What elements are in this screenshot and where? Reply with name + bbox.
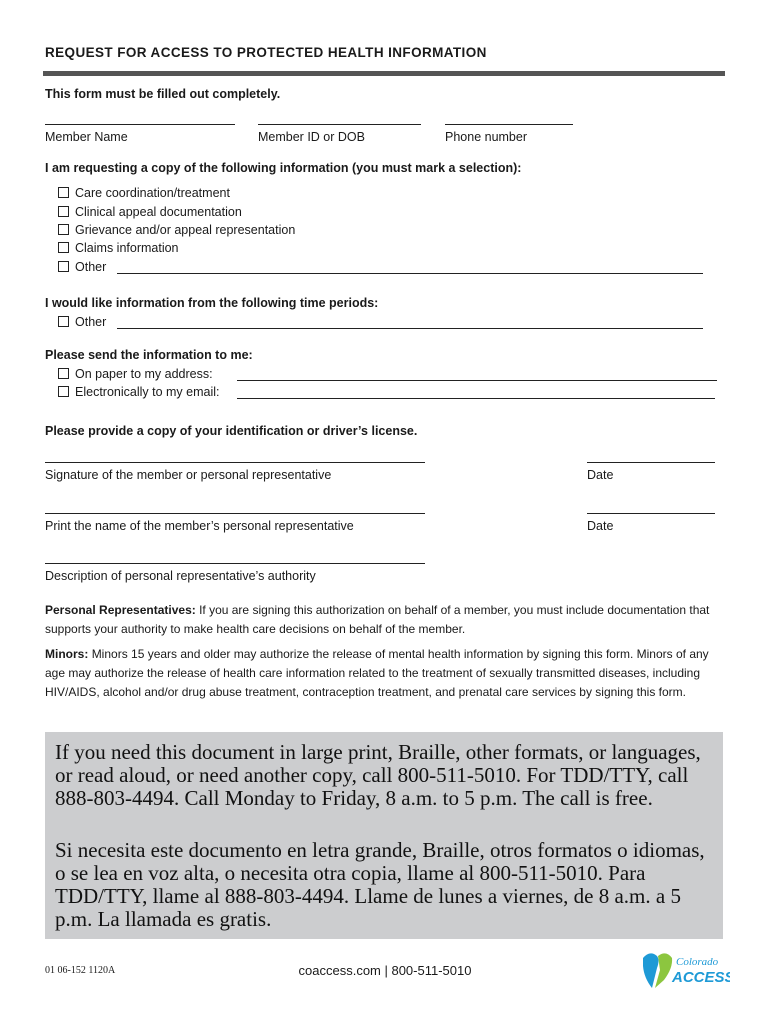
colorado-access-logo	[640, 948, 730, 990]
form-code: 01 06-152 1120A	[45, 965, 116, 976]
date-line-1[interactable]	[587, 462, 715, 463]
accessibility-notice	[45, 732, 723, 939]
checkbox[interactable]	[58, 261, 69, 272]
logo-text-top: Colorado	[676, 956, 719, 968]
date-label-1: Date	[587, 468, 614, 482]
authority-line[interactable]	[45, 563, 425, 564]
member-id-line[interactable]	[258, 124, 421, 125]
page-title: REQUEST FOR ACCESS TO PROTECTED HEALTH INFORMATION	[45, 45, 487, 60]
form-instruction: This form must be filled out completely.	[45, 87, 281, 101]
member-name-label: Member Name	[45, 130, 128, 144]
checkbox[interactable]	[58, 242, 69, 253]
notice-spanish: Si necesita este documento en letra grande, Braille, otros formatos o idiomas, o se lea en voz alta, o necesita otra copia, llame al 800-511-5010. Para TDD/TTY, llame al 888-803-4494. Llame de lunes a viernes, de 8 a.m. a 5 p.m. La llamada es gratis.	[55, 838, 705, 931]
request-heading: I am requesting a copy of the following information (you must mark a selection):	[45, 161, 522, 175]
rep-name-label: Print the name of the member’s personal representative	[45, 519, 354, 533]
checkbox[interactable]	[58, 316, 69, 327]
date-label-2: Date	[587, 519, 614, 533]
member-id-label: Member ID or DOB	[258, 130, 365, 144]
date-line-2[interactable]	[587, 513, 715, 514]
signature-label: Signature of the member or personal representative	[45, 468, 332, 482]
signature-line[interactable]	[45, 462, 425, 463]
footer-contact: coaccess.com | 800-511-5010	[298, 963, 472, 978]
option-time-other[interactable]: Other	[58, 315, 106, 329]
time-heading: I would like information from the following time periods:	[45, 296, 379, 310]
rep-name-line[interactable]	[45, 513, 425, 514]
option-grievance[interactable]: Grievance and/or appeal representation	[58, 223, 295, 237]
minors-paragraph: Minors: Minors 15 years and older may authorize the release of mental health information by signing this form. Minors of any age may authorize the release of health care information related to the treatment of sexually transmitted diseases, including HIV/AIDS, alcohol and/or drug abuse treatment, contraception treatment, and prenatal care services by signing this form.	[45, 647, 709, 699]
title-divider	[43, 71, 725, 76]
time-other-line[interactable]	[117, 328, 703, 329]
checkbox[interactable]	[58, 206, 69, 217]
personal-reps-paragraph: Personal Representatives: If you are signing this authorization on behalf of a member, you must include documentation that supports your authority to make health care decisions on behalf of the member.	[45, 603, 710, 636]
logo-text-bottom: ACCESS	[672, 969, 730, 986]
delivery-heading: Please send the information to me:	[45, 348, 253, 362]
checkbox[interactable]	[58, 386, 69, 397]
option-other[interactable]: Other	[58, 260, 106, 274]
option-claims[interactable]: Claims information	[58, 241, 179, 255]
authority-label: Description of personal representative’s authority	[45, 569, 316, 583]
member-name-line[interactable]	[45, 124, 235, 125]
option-care-coordination[interactable]: Care coordination/treatment	[58, 186, 230, 200]
phone-label: Phone number	[445, 130, 528, 144]
phone-line[interactable]	[445, 124, 573, 125]
checkbox[interactable]	[58, 224, 69, 235]
notice-english: If you need this document in large print, Braille, other formats, or languages, or read aloud, or need another copy, call 800-511-5010. For TDD/TTY, call 888-803-4494. Call Monday to Friday, 8 a.m. to 5 p.m. The call is free.	[55, 740, 701, 810]
checkbox[interactable]	[58, 368, 69, 379]
address-line[interactable]	[237, 380, 717, 381]
option-email[interactable]: Electronically to my email:	[58, 385, 220, 399]
option-paper[interactable]: On paper to my address:	[58, 367, 213, 381]
logo-icon	[640, 948, 730, 990]
checkbox[interactable]	[58, 187, 69, 198]
id-notice: Please provide a copy of your identification or driver’s license.	[45, 424, 418, 438]
email-line[interactable]	[237, 398, 715, 399]
option-clinical-appeal[interactable]: Clinical appeal documentation	[58, 205, 242, 219]
other-info-line[interactable]	[117, 273, 703, 274]
